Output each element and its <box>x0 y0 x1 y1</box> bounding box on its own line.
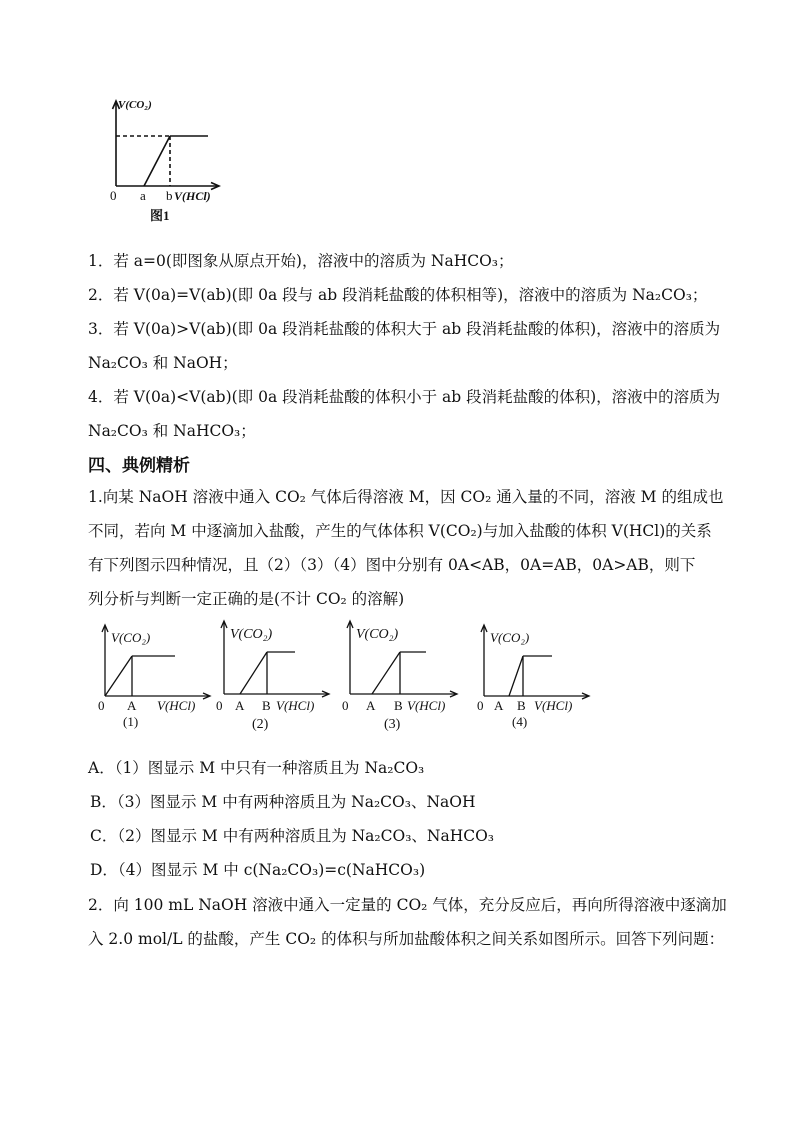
graph3-tick-a: A <box>366 698 376 713</box>
q1-graph-1 <box>95 620 215 738</box>
q1-graph-4 <box>472 620 597 738</box>
analysis-item-4-line-1: 4．若 V(0a)<V(ab)(即 0a 段消耗盐酸的体积小于 ab 段消耗盐酸的体积)，溶液中的溶质为 <box>88 388 721 406</box>
fig1-xlabel: V(HCl) <box>174 189 211 203</box>
q1-graph-2 <box>210 614 335 739</box>
q1-line-1: 1.向某 NaOH 溶液中通入 CO₂ 气体后得溶液 M，因 CO₂ 通入量的不同，溶液 M 的组成也 <box>88 488 724 506</box>
figure-1 <box>100 96 230 226</box>
option-b: B．（3）图显示 M 中有两种溶质且为 Na₂CO₃、NaOH <box>90 793 476 811</box>
graph4-origin: 0 <box>477 698 484 713</box>
q1-line-3: 有下列图示四种情况，且（2）（3）（4）图中分别有 0A<AB，0A=AB，0A>AB，则下 <box>88 556 696 574</box>
analysis-item-3-line-1: 3．若 V(0a)>V(ab)(即 0a 段消耗盐酸的体积大于 ab 段消耗盐酸的体积)，溶液中的溶质为 <box>88 320 721 338</box>
fig1-origin: 0 <box>110 188 117 203</box>
graph1-tick-a: A <box>127 698 137 713</box>
graph2-origin: 0 <box>216 698 223 713</box>
graph1-rise-line <box>105 656 132 696</box>
graph2-tick-a: A <box>235 698 245 713</box>
fig1-caption: 图1 <box>150 208 170 223</box>
graph3-number: (3) <box>384 717 401 732</box>
graph2-tick-b: B <box>262 698 271 713</box>
option-a: A．（1）图显示 M 中只有一种溶质且为 Na₂CO₃ <box>88 759 425 777</box>
q2-line-2: 入 2.0 mol/L 的盐酸，产生 CO₂ 的体积与所加盐酸体积之间关系如图所示。回答下列问题： <box>88 930 725 948</box>
graph3-origin: 0 <box>342 698 349 713</box>
graph4-rise-line <box>509 656 523 696</box>
graph1-ylabel: V(CO₂) <box>111 630 151 645</box>
graph4-tick-a: A <box>494 698 504 713</box>
graph2-rise-line <box>240 652 267 694</box>
graph4-ylabel: V(CO₂) <box>490 630 530 645</box>
graph4-number: (4) <box>512 714 528 729</box>
graph2-xlabel: V(HCl) <box>276 698 315 713</box>
fig1-rise-line <box>144 136 170 186</box>
fig1-tick-b: b <box>166 188 173 203</box>
option-c: C．（2）图显示 M 中有两种溶质且为 Na₂CO₃、NaHCO₃ <box>90 827 495 845</box>
graph2-ylabel: V(CO₂) <box>230 627 273 642</box>
q1-graph-3 <box>336 614 466 739</box>
analysis-item-4-line-2: Na₂CO₃ 和 NaHCO₃； <box>88 422 256 440</box>
q1-line-4: 列分析与判断一定正确的是(不计 CO₂ 的溶解) <box>88 590 405 608</box>
analysis-item-1: 1．若 a=0(即图象从原点开始)，溶液中的溶质为 NaHCO₃； <box>88 252 514 270</box>
graph1-number: (1) <box>123 714 139 729</box>
q1-line-2: 不同，若向 M 中逐滴加入盐酸，产生的气体体积 V(CO₂)与加入盐酸的体积 V(HCl)的关系 <box>88 522 712 540</box>
section-title: 四、典例精析 <box>88 456 190 476</box>
graph2-number: (2) <box>252 717 269 732</box>
graph4-tick-b: B <box>517 698 526 713</box>
q2-line-1: 2．向 100 mL NaOH 溶液中通入一定量的 CO₂ 气体，充分反应后，再向所得溶液中逐滴加 <box>88 896 727 914</box>
graph3-tick-b: B <box>394 698 403 713</box>
option-d: D．（4）图显示 M 中 c(Na₂CO₃)=c(NaHCO₃) <box>90 861 426 879</box>
graph1-xlabel: V(HCl) <box>157 698 196 713</box>
analysis-item-2: 2．若 V(0a)=V(ab)(即 0a 段与 ab 段消耗盐酸的体积相等)，溶液中的溶质为 Na₂CO₃； <box>88 286 708 304</box>
analysis-item-3-line-2: Na₂CO₃ 和 NaOH； <box>88 354 238 372</box>
fig1-ylabel: V(CO₂) <box>118 99 152 111</box>
graph3-rise-line <box>372 652 400 694</box>
graph3-ylabel: V(CO₂) <box>356 627 399 642</box>
graph3-xlabel: V(HCl) <box>407 698 446 713</box>
graph4-xlabel: V(HCl) <box>534 698 573 713</box>
graph1-origin: 0 <box>98 698 105 713</box>
fig1-tick-a: a <box>140 188 146 203</box>
